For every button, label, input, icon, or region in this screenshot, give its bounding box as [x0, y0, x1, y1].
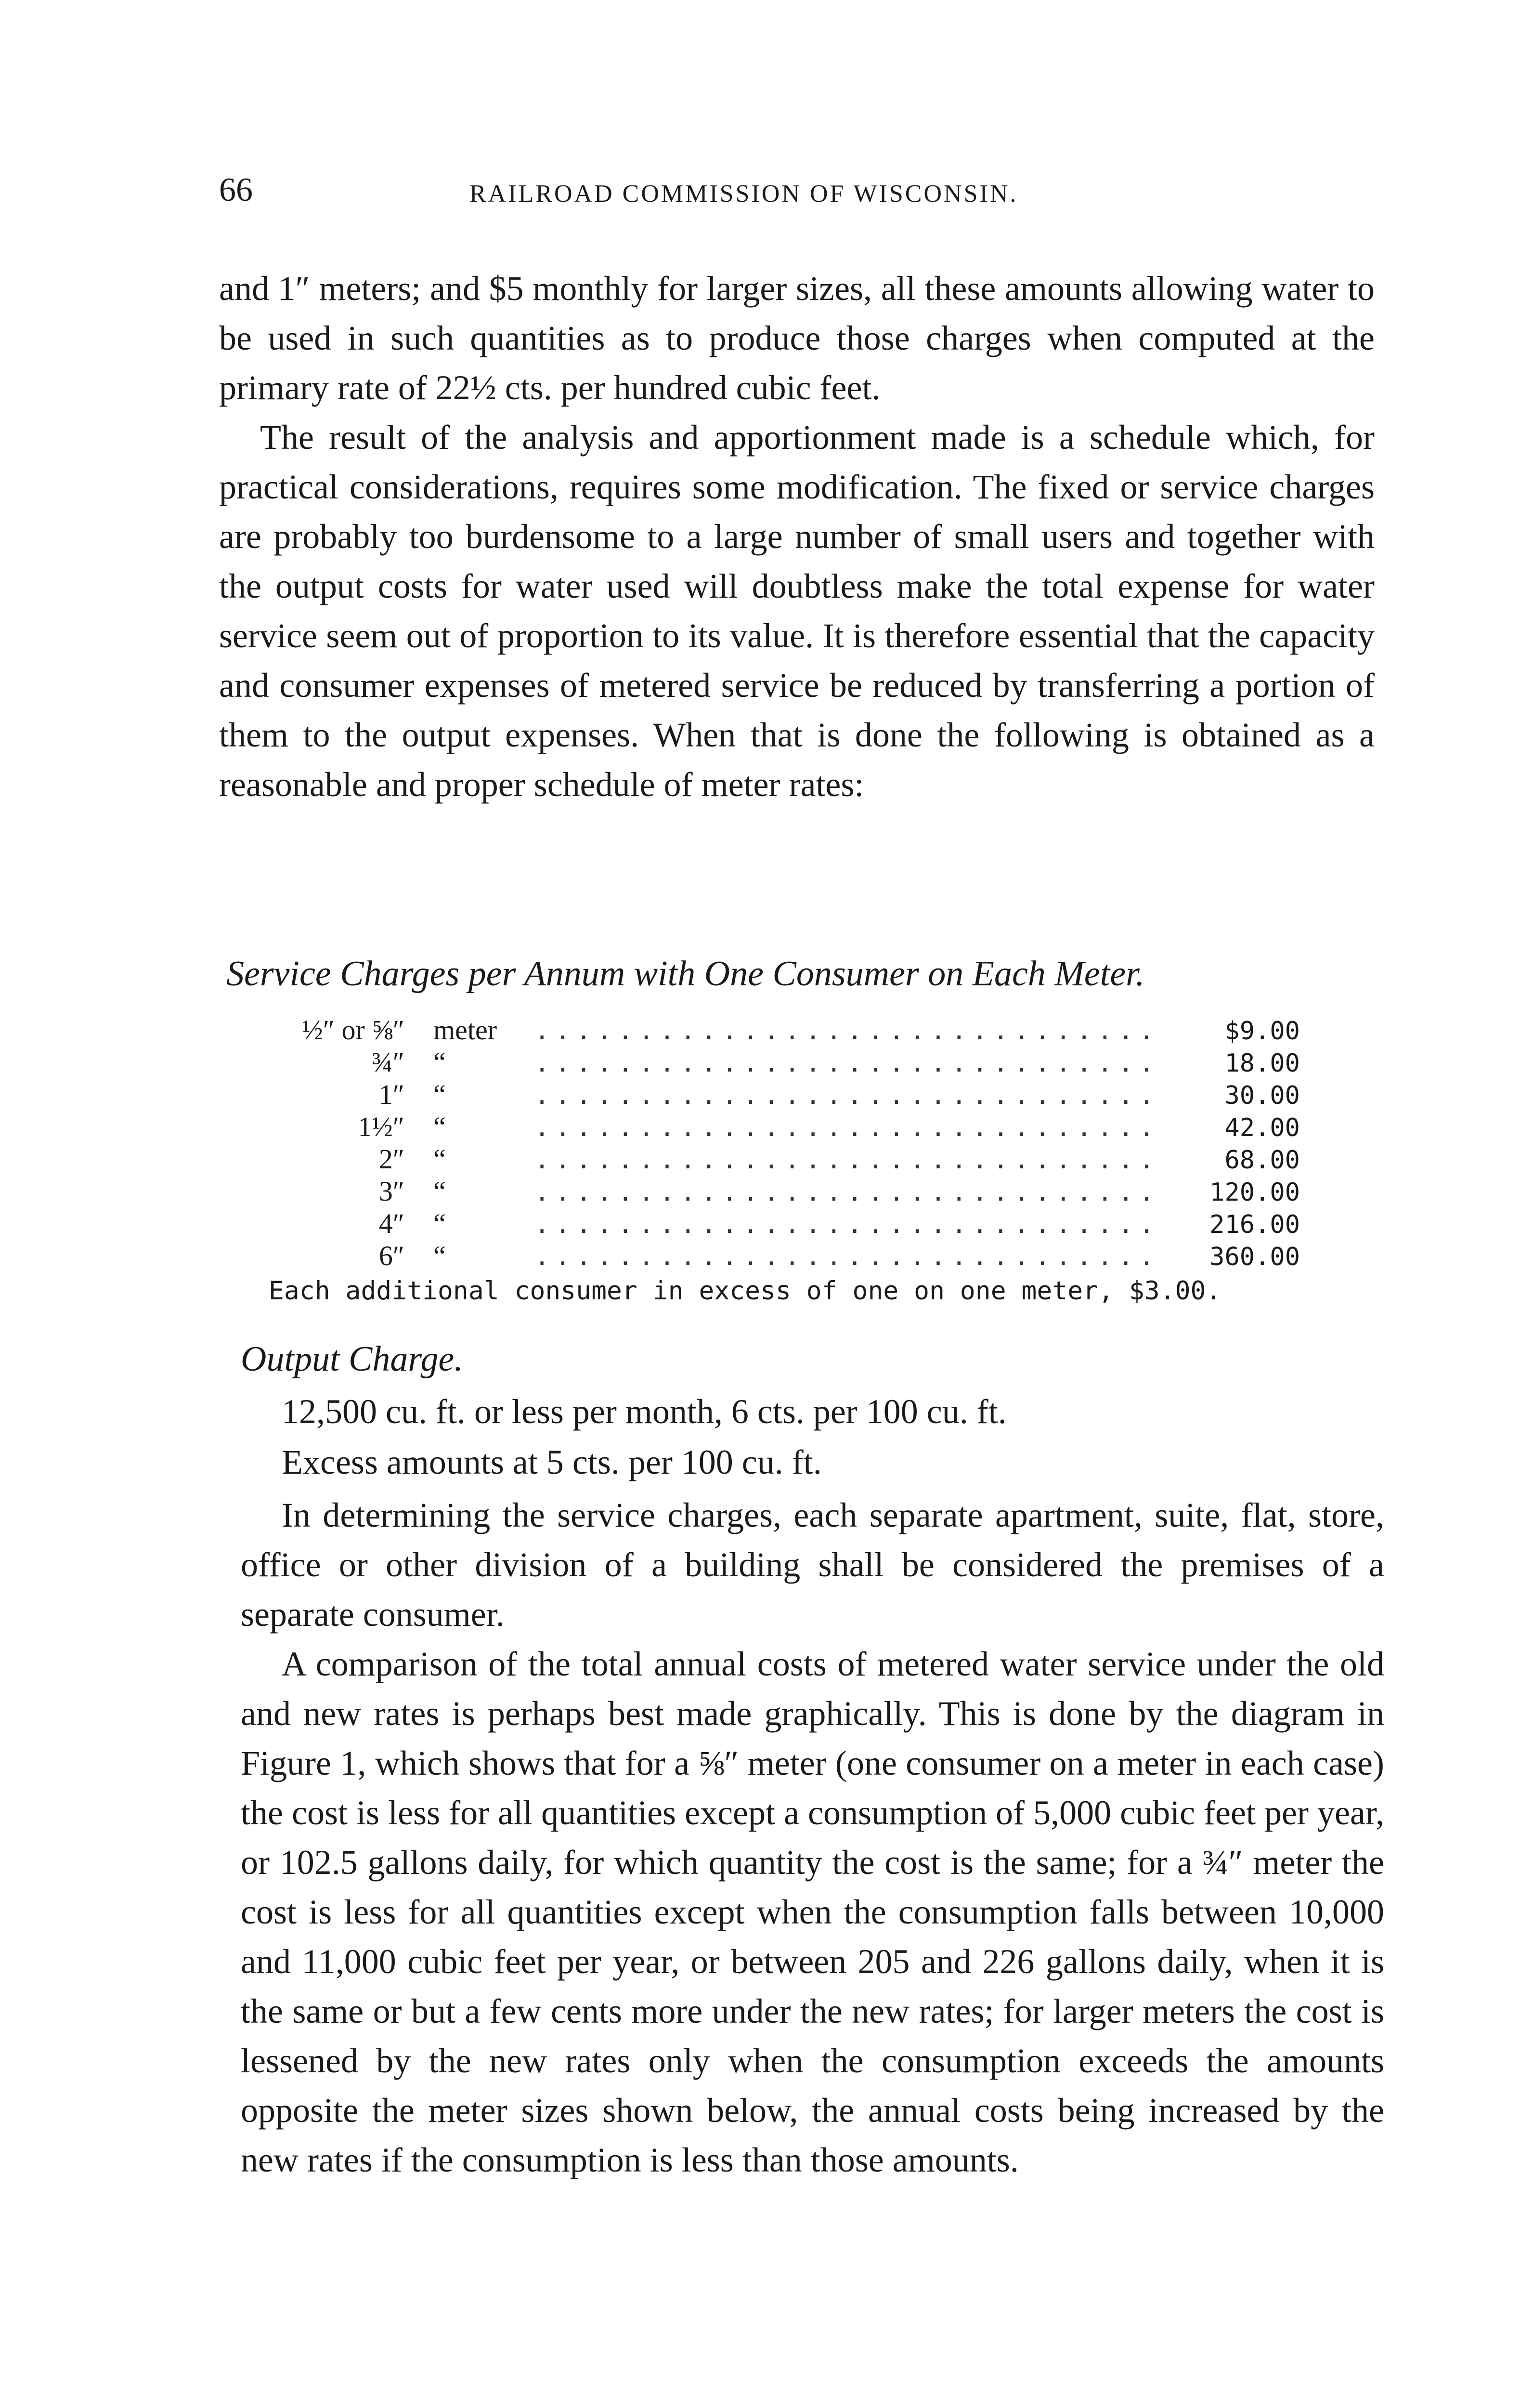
charge-amount: 18.00 — [1224, 1049, 1300, 1078]
body-text-bottom — [241, 1491, 1384, 2185]
meter-unit: “ — [433, 1176, 446, 1207]
rate-row — [270, 1078, 1300, 1111]
dot-leader: .............................. — [534, 1146, 1160, 1175]
rate-row — [270, 1207, 1300, 1240]
service-charges-title: Service Charges per Annum with One Consumer on Each Meter. — [226, 954, 1145, 994]
charge-amount: 68.00 — [1224, 1146, 1300, 1175]
body-text-top — [219, 264, 1375, 810]
dot-leader: .............................. — [534, 1178, 1160, 1207]
page-number: 66 — [219, 171, 253, 209]
rate-row — [270, 1014, 1300, 1046]
meter-size: 2″ — [378, 1143, 404, 1175]
charge-amount: 120.00 — [1209, 1178, 1300, 1207]
meter-unit: “ — [433, 1208, 446, 1239]
meter-size: ½″ or ⅝″ — [302, 1014, 404, 1046]
rate-row — [270, 1240, 1300, 1272]
meter-size: 3″ — [378, 1176, 404, 1207]
charge-amount: 30.00 — [1224, 1081, 1300, 1110]
dot-leader: .............................. — [534, 1210, 1160, 1239]
meter-size: 6″ — [378, 1240, 404, 1271]
meter-unit: “ — [433, 1111, 446, 1142]
paragraph-comparison: A comparison of the total annual costs of metered water service under the old and new rates is perhaps best made graphically. This is done by the diagram in Figure 1, which shows that for a ⅝″ meter (one consumer on a meter in each case) the cost is less for all quantities except a consumption of 5,000 cubic feet per year, or 102.5 gallons daily, for which quantity the cost is the same; for a ¾″ meter the cost is less for all quantities except when the consumption falls between 10,000 and 11,000 cubic feet per year, or between 205 and 226 gallons daily, when it is the same or but a few cents more under the new rates; for larger meters the cost is lessened by the new rates only when the consumption exceeds the amounts opposite the meter sizes shown below, the annual costs being increased by the new rates if the consumption is less than those amounts. — [241, 1645, 1384, 2179]
output-charge-line-1: 12,500 cu. ft. or less per month, 6 cts. per 100 cu. ft. — [282, 1392, 1007, 1431]
meter-unit: “ — [433, 1047, 446, 1078]
dot-leader: .............................. — [534, 1081, 1160, 1110]
paragraph-continuation: and 1″ meters; and $5 monthly for larger sizes, all these amounts allowing water to be used in such quantities as to produce those charges when computed at the primary rate of 22½ cts. per hundred cubic feet. — [219, 269, 1375, 407]
charge-amount: 360.00 — [1209, 1243, 1300, 1271]
meter-unit: “ — [433, 1143, 446, 1175]
meter-unit: meter — [433, 1014, 497, 1046]
paragraph-consumer-definition: In determining the service charges, each separate apartment, suite, flat, store, office or other division of a building shall be considered the premises of a separate consumer. — [241, 1496, 1384, 1634]
dot-leader: .............................. — [534, 1113, 1160, 1142]
rate-row — [270, 1111, 1300, 1143]
rate-row — [270, 1046, 1300, 1078]
meter-unit: “ — [433, 1079, 446, 1110]
meter-size: 4″ — [378, 1208, 404, 1239]
charge-amount: 42.00 — [1224, 1113, 1300, 1142]
dot-leader: .............................. — [534, 1017, 1160, 1046]
rate-row — [270, 1143, 1300, 1175]
paragraph-analysis: The result of the analysis and apportionment made is a schedule which, for practical considerations, requires some modification. The fixed or service charges are probably too burdensome to a large number of small users and together with the output costs for water used will doubtless make the total expense for water service seem out of proportion to its value. It is therefore essential that the capacity and consumer expenses of metered service be reduced by transferring a portion of them to the output expenses. When that is done the following is obtained as a reasonable and proper schedule of meter rates: — [219, 418, 1375, 804]
rate-row — [270, 1175, 1300, 1207]
charge-amount: 216.00 — [1209, 1210, 1300, 1239]
meter-unit: “ — [433, 1240, 446, 1271]
meter-size: ¾″ — [372, 1047, 404, 1078]
meter-size: 1″ — [378, 1079, 404, 1110]
output-charge-line-2: Excess amounts at 5 cts. per 100 cu. ft. — [282, 1443, 822, 1481]
meter-size: 1½″ — [358, 1111, 404, 1142]
running-head: RAILROAD COMMISSION OF WISCONSIN. — [469, 180, 1018, 208]
dot-leader: .............................. — [534, 1049, 1160, 1078]
additional-consumer-note: Each additional consumer in excess of one on one meter, $3.00. — [269, 1276, 1221, 1306]
dot-leader: .............................. — [534, 1243, 1160, 1271]
output-charge-title: Output Charge. — [241, 1339, 463, 1379]
charge-amount: $9.00 — [1224, 1017, 1300, 1046]
service-charges-table — [270, 1014, 1300, 1272]
